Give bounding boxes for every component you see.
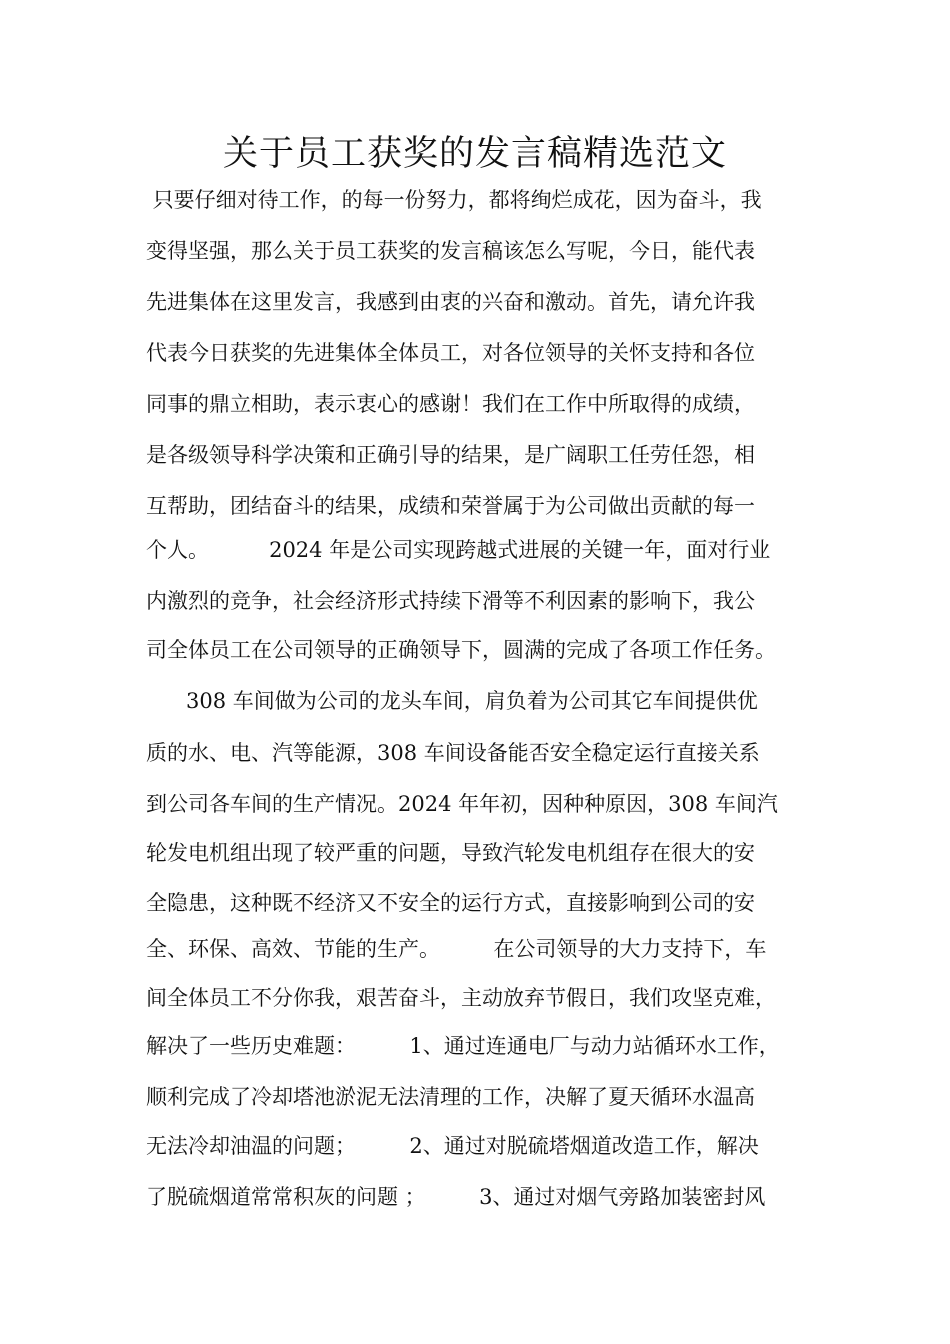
body-line: 只要仔细对待工作，的每一份努力，都将绚烂成花，因为奋斗，我: [146, 188, 762, 212]
body-line: 先进集体在这里发言，我感到由衷的兴奋和激动。首先，请允许我: [146, 290, 755, 314]
body-line: 内激烈的竞争，社会经济形式持续下滑等不利因素的影响下，我公: [146, 589, 755, 613]
body-line: 同事的鼎立相助，表示衷心的感谢！我们在工作中所取得的成绩，: [146, 392, 755, 416]
body-line: 质的水、电、汽等能源，308 车间设备能否安全稳定运行直接关系: [146, 741, 760, 765]
body-line: 间全体员工不分你我，艰苦奋斗，主动放弃节假日，我们攻坚克难，: [146, 986, 776, 1010]
body-line: 轮发电机组出现了较严重的问题，导致汽轮发电机组存在很大的安: [146, 841, 755, 865]
body-line: 代表今日获奖的先进集体全体员工，对各位领导的关怀支持和各位: [146, 341, 755, 365]
body-line: 无法冷却油温的问题； 2、通过对脱硫塔烟道改造工作，解决: [146, 1134, 759, 1158]
body-line: 变得坚强，那么关于员工获奖的发言稿该怎么写呢，今日，能代表: [146, 239, 755, 263]
body-line: 互帮助，团结奋斗的结果，成绩和荣誉属于为公司做出贡献的每一: [146, 494, 755, 518]
body-line: 司全体员工在公司领导的正确领导下，圆满的完成了各项工作任务。: [146, 638, 776, 662]
body-line: 了脱硫烟道常常积灰的问题 ； 3、通过对烟气旁路加装密封风: [146, 1185, 766, 1209]
body-line: 解决了一些历史难题： 1、通过连通电厂与动力站循环水工作，: [146, 1034, 780, 1058]
body-line: 308 车间做为公司的龙头车间，肩负着为公司其它车间提供优: [146, 689, 758, 713]
body-line: 全、环保、高效、节能的生产。 在公司领导的大力支持下，车: [146, 937, 767, 961]
document-title: 关于员工获奖的发言稿精选范文: [222, 134, 727, 174]
body-line: 全隐患，这种既不经济又不安全的运行方式，直接影响到公司的安: [146, 891, 755, 915]
body-line: 个人。 2024 年是公司实现跨越式进展的关键一年，面对行业: [146, 538, 771, 562]
body-line: 是各级领导科学决策和正确引导的结果，是广阔职工任劳任怨，相: [146, 443, 755, 467]
body-line: 到公司各车间的生产情况。2024 年年初，因种种原因，308 车间汽: [146, 792, 778, 816]
body-line: 顺利完成了冷却塔池淤泥无法清理的工作，决解了夏天循环水温高: [146, 1085, 755, 1109]
